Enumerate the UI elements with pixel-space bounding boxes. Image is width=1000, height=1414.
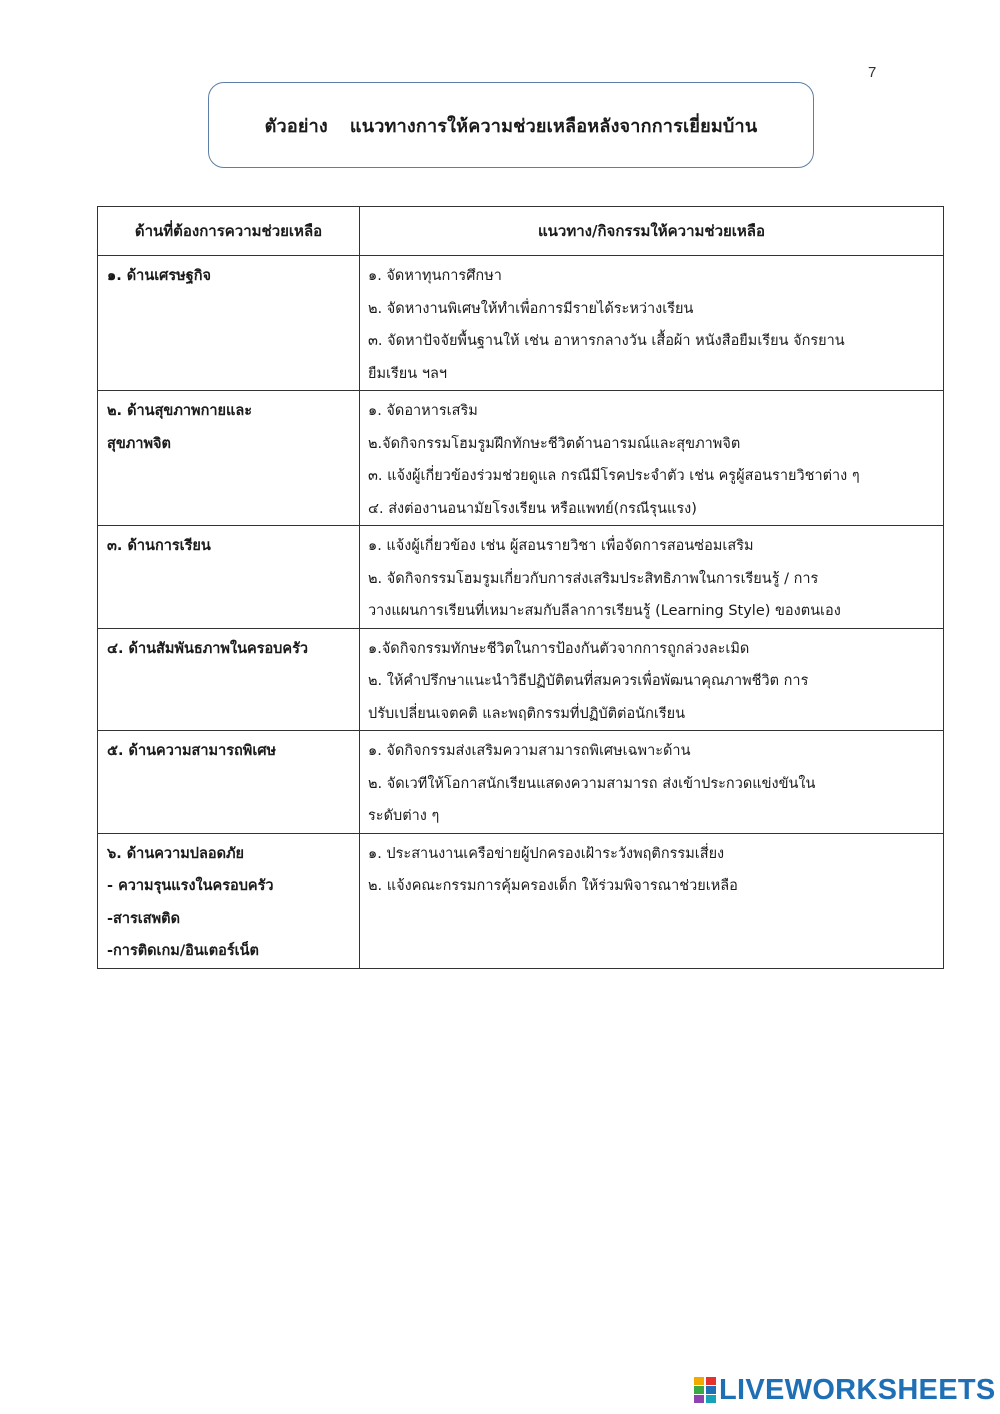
area-line: ๔. ด้านสัมพันธภาพในครอบครัว	[107, 640, 309, 657]
activity-line: ๑.จัดกิจกรรมทักษะชีวิตในการป้องกันตัวจากการถูกล่วงละเมิด	[368, 640, 750, 657]
logo-text: LIVEWORKSHEETS	[719, 1373, 996, 1406]
table-row	[98, 731, 944, 834]
activities-cell	[360, 526, 944, 629]
header-area: ด้านที่ต้องการความช่วยเหลือ	[98, 207, 360, 256]
area-cell	[98, 628, 360, 731]
table-row	[98, 526, 944, 629]
area-cell	[98, 391, 360, 526]
activity-line: ๒. จัดเวทีให้โอกาสนักเรียนแสดงความสามารถ ส่งเข้าประกวดแข่งขันใน	[368, 775, 816, 792]
activity-line: ๔. ส่งต่องานอนามัยโรงเรียน หรือแพทย์(กรณีรุนแรง)	[368, 500, 697, 517]
activity-line: ๑. จัดหาทุนการศึกษา	[368, 268, 502, 284]
assistance-table	[97, 206, 944, 969]
table-row	[98, 628, 944, 731]
activities-cell	[360, 731, 944, 834]
area-line: ๓. ด้านการเรียน	[107, 538, 211, 554]
activity-line: ยืมเรียน ฯลฯ	[368, 365, 447, 382]
area-line: สุขภาพจิต	[107, 435, 171, 452]
area-cell	[98, 256, 360, 391]
activity-line: ๒. แจ้งคณะกรรมการคุ้มครองเด็ก ให้ร่วมพิจารณาช่วยเหลือ	[368, 878, 738, 894]
title-text: แนวทางการให้ความช่วยเหลือหลังจากการเยี่ยมบ้าน	[349, 115, 758, 137]
activity-line: ๑. จัดอาหารเสริม	[368, 403, 478, 419]
activities-cell	[360, 391, 944, 526]
table-row	[98, 391, 944, 526]
area-line: ๕. ด้านความสามารถพิเศษ	[107, 743, 277, 759]
activity-line: ระดับต่าง ๆ	[368, 808, 440, 824]
activity-line: ๒. ให้คำปรึกษาแนะนำวิธีปฏิบัติตนที่สมควรเพื่อพัฒนาคุณภาพชีวิต การ	[368, 673, 809, 689]
area-line: - ความรุนแรงในครอบครัว	[107, 878, 274, 894]
activity-line: ๑. แจ้งผู้เกี่ยวข้อง เช่น ผู้สอนรายวิชา เพื่อจัดการสอนซ่อมเสริม	[368, 538, 754, 554]
area-cell	[98, 731, 360, 834]
activities-cell	[360, 833, 944, 968]
area-line: ๑. ด้านเศรษฐกิจ	[107, 268, 212, 284]
table-row	[98, 256, 944, 391]
liveworksheets-logo-icon	[694, 1377, 716, 1403]
area-line: ๖. ด้านความปลอดภัย	[107, 845, 245, 862]
activity-line: ปรับเปลี่ยนเจตคติ และพฤติกรรมที่ปฏิบัติต่อนักเรียน	[368, 705, 686, 722]
title-box	[208, 82, 814, 168]
area-line: ๒. ด้านสุขภาพกายและ	[107, 403, 253, 419]
table-header-row	[98, 207, 944, 256]
title-prefix: ตัวอย่าง	[264, 115, 328, 137]
activity-line: ๒. จัดหางานพิเศษให้ทำเพื่อการมีรายได้ระหว่างเรียน	[368, 300, 694, 317]
table-row	[98, 833, 944, 968]
page-title	[265, 111, 758, 140]
activities-cell	[360, 256, 944, 391]
activity-line: ๒. จัดกิจกรรมโฮมรูมเกี่ยวกับการส่งเสริมประสิทธิภาพในการเรียนรู้ / การ	[368, 570, 819, 587]
liveworksheets-logo[interactable]	[694, 1374, 996, 1406]
activities-cell	[360, 628, 944, 731]
activity-line: ๓. จัดหาปัจจัยพื้นฐานให้ เช่น อาหารกลางวัน เสื้อผ้า หนังสือยืมเรียน จักรยาน	[368, 333, 845, 349]
activity-line: ๓. แจ้งผู้เกี่ยวข้องร่วมช่วยดูแล กรณีมีโรคประจำตัว เช่น ครูผู้สอนรายวิชาต่าง ๆ	[368, 468, 860, 484]
header-activities: แนวทาง/กิจกรรมให้ความช่วยเหลือ	[360, 207, 944, 256]
area-cell	[98, 526, 360, 629]
area-line: -สารเสพติด	[107, 910, 180, 927]
area-line: -การติดเกม/อินเตอร์เน็ต	[107, 943, 259, 959]
activity-line: ๑. ประสานงานเครือข่ายผู้ปกครองเฝ้าระวังพฤติกรรมเสี่ยง	[368, 845, 725, 862]
activity-line: ๑. จัดกิจกรรมส่งเสริมความสามารถพิเศษเฉพาะด้าน	[368, 743, 691, 759]
page-number: 7	[868, 64, 877, 81]
activity-line: ๒.จัดกิจกรรมโฮมรูมฝึกทักษะชีวิตด้านอารมณ์และสุขภาพจิต	[368, 435, 741, 452]
activity-line: วางแผนการเรียนที่เหมาะสมกับลีลาการเรียนรู้ (Learning Style) ของตนเอง	[368, 603, 841, 619]
area-cell	[98, 833, 360, 968]
